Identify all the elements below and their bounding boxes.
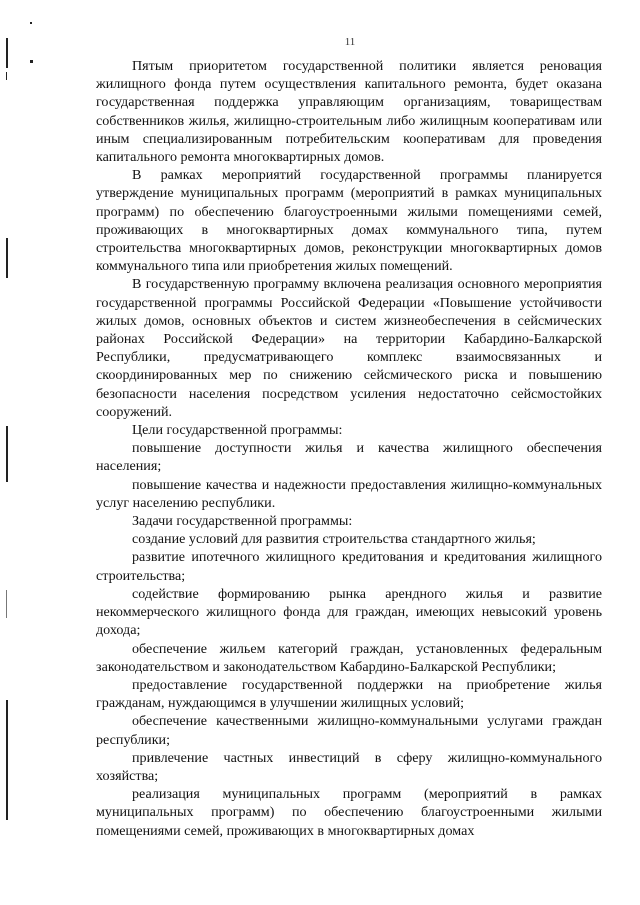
task-item: содействие формированию рынка арендного жилья и развитие некоммерческого жилищного фонда для граждан, имеющих невысокий уровень дохода; [96, 585, 602, 639]
paragraph-municipal-programs: В рамках мероприятий государственной программы планируется утверждение муниципальных программ (мероприятий в рамках муниципальных программ) по обеспечению благоустроенными жилыми помещениями семей, проживающих в многоквартирных домах коммунального типа, путем строительства многоквартирных домов, реконструкции многоквартирных домов коммунального типа или приобретения жилых помещений. [96, 167, 602, 275]
scan-artifact [6, 426, 8, 482]
scan-artifact [30, 60, 33, 63]
task-item: обеспечение жильем категорий граждан, установленных федеральным законодательством и законодательством Кабардино-Балкарской Республики; [96, 640, 602, 675]
goal-item: повышение доступности жилья и качества жилищного обеспечения населения; [96, 440, 602, 475]
scan-artifact [6, 590, 7, 618]
paragraph-seismic: В государственную программу включена реализация основного мероприятия государственной программы Российской Федерации «Повышение устойчивости жилых домов, основных объектов и систем жизнеобеспечения в сейсмических районах Российской Федерации» на территории Кабардино-Балкарской Республики, предусматривающего комплекс взаимосвязанных и скоординированных мер по снижению сейсмического риска и повышению безопасности населения посредством усиления недостаточно сейсмостойких сооружений. [96, 276, 602, 420]
document-body [96, 57, 602, 840]
task-item: развитие ипотечного жилищного кредитования и кредитования жилищного строительства; [96, 549, 602, 584]
scan-artifact [30, 22, 32, 24]
page-number: 11 [344, 36, 356, 48]
scan-artifact [6, 72, 7, 80]
scan-artifact [6, 238, 8, 278]
task-item: привлечение частных инвестиций в сферу жилищно-коммунального хозяйства; [96, 749, 602, 784]
scan-artifact [6, 700, 8, 820]
task-item: обеспечение качественными жилищно-коммунальными услугами граждан республики; [96, 713, 602, 748]
task-item: реализация муниципальных программ (мероприятий в рамках муниципальных программ) по обеспечению благоустроенными жилыми помещениями семей, проживающих в многоквартирных домах [96, 786, 602, 839]
task-item: создание условий для развития строительства стандартного жилья; [132, 531, 536, 548]
goal-item: повышение качества и надежности предоставления жилищно-коммунальных услуг населению республики. [96, 476, 602, 511]
task-item: предоставление государственной поддержки на приобретение жилья гражданам, нуждающимся в улучшении жилищных условий; [96, 676, 602, 712]
paragraph-renovation: Пятым приоритетом государственной политики является реновация жилищного фонда путем осуществления капитального ремонта, будет оказана государственная поддержка управляющим организациям, товариществам собственников жилья, жилищно-строительным либо жилищным кооперативам или иным специализированным потребительским кооперативам для проведения капитального ремонта многоквартирных домов. [96, 58, 602, 166]
goals-heading: Цели государственной программы: [132, 422, 343, 439]
tasks-heading: Задачи государственной программы: [132, 513, 353, 530]
